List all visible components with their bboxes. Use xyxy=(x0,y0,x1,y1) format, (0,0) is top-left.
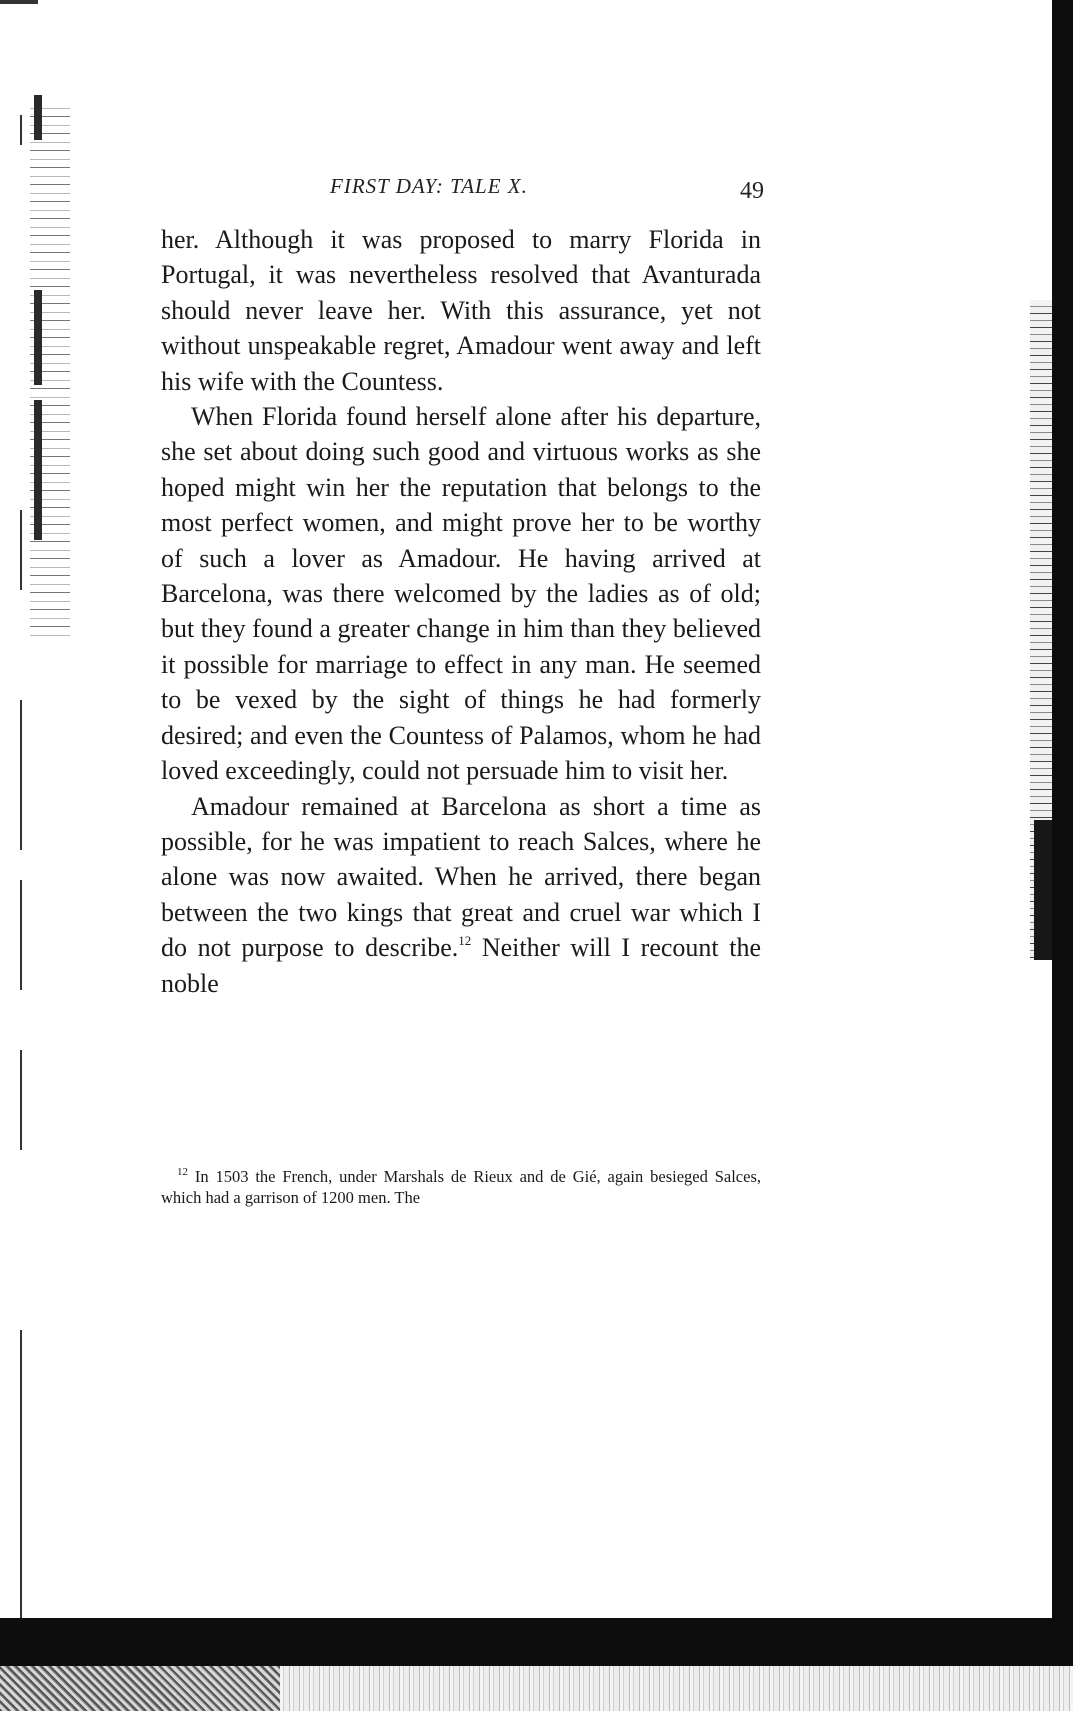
footnote-text xyxy=(161,1166,761,1208)
scan-artifact xyxy=(0,1666,280,1711)
scan-artifact xyxy=(20,510,22,590)
scan-artifact xyxy=(0,1618,1073,1666)
scan-artifact xyxy=(20,880,22,990)
paragraph-text: Amadour remained at Barcelona as short a time as possible, for he was impatient to reach Salces, where he alone was now awaited. When he arrived, there began between the two kings that great and cruel war which I do not purpose to describe. xyxy=(161,791,761,963)
footnote-reference: 12 xyxy=(458,933,472,949)
scan-artifact xyxy=(34,400,42,540)
scan-artifact xyxy=(20,700,22,850)
page-number: 49 xyxy=(740,178,764,204)
paragraph: When Florida found herself alone after his departure, she set about doing such good and virtuous works as she hoped might win her the reputation that belongs to the most perfect women, and might prove her to be worthy of such a lover as Amadour. He having arrived at Barcelona, was there welcomed by the ladies as of old; but they found a greater change in him than they believed it possible for marriage to effect in any man. He seemed to be vexed by the sight of things he had formerly desired; and even the Countess of Palamos, whom he had loved exceedingly, could not persuade him to visit her. xyxy=(161,402,761,786)
footnote xyxy=(161,1166,761,1208)
body-text xyxy=(161,222,761,1001)
scan-artifact xyxy=(0,0,38,4)
scan-artifact xyxy=(1034,820,1052,960)
scan-artifact xyxy=(34,95,42,140)
paragraph-text: Neither will I recount the noble xyxy=(161,933,761,998)
scan-artifact xyxy=(1052,0,1073,1666)
scan-artifact xyxy=(34,290,42,385)
footnote-marker: 12 xyxy=(177,1166,188,1178)
running-head: FIRST DAY: TALE X. xyxy=(330,174,528,198)
scan-artifact xyxy=(20,115,22,145)
paragraph xyxy=(161,789,761,1001)
footnote-body: In 1503 the French, under Marshals de Rieux and de Gié, again besieged Salces, which had a garrison of 1200 men. The xyxy=(161,1167,761,1207)
scan-artifact xyxy=(20,1050,22,1150)
paragraph: her. Although it was proposed to marry Florida in Portugal, it was nevertheless resolved that Avanturada should never leave her. With this assurance, yet not without unspeakable regret, Amadour went away and left his wife with the Countess. xyxy=(161,225,761,396)
scan-artifact xyxy=(20,1330,22,1620)
